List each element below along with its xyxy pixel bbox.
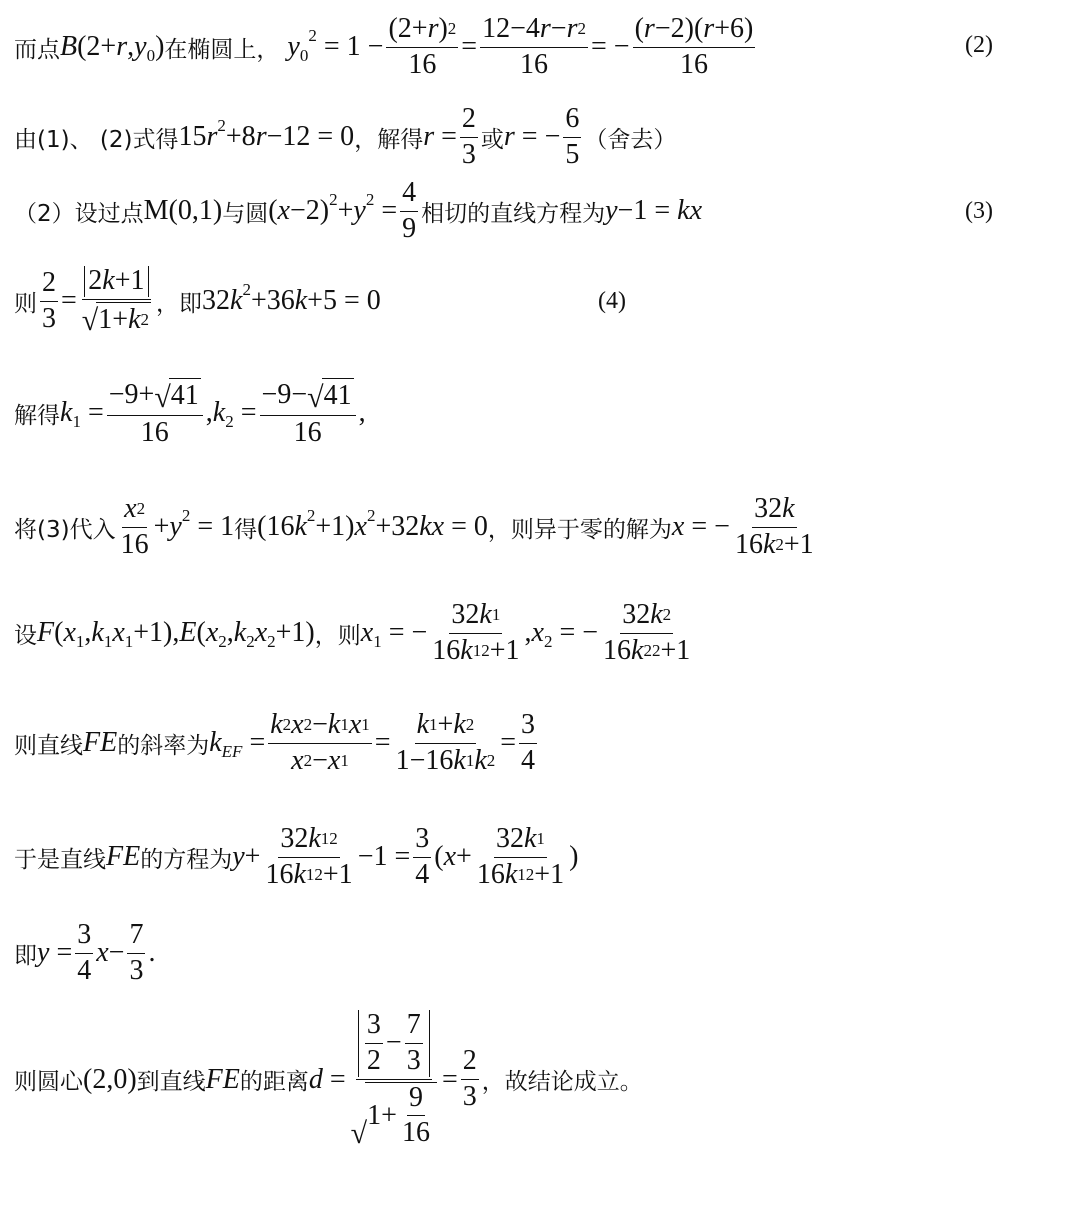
fraction: 32 k 1 16 k 1 2 +1 bbox=[476, 823, 565, 890]
fraction: −9− √ 41 16 bbox=[260, 378, 356, 448]
equation-tag: (2) bbox=[965, 32, 993, 58]
fraction: 32 k 1 16 k 1 2 +1 bbox=[432, 599, 520, 666]
text: ，解得 bbox=[354, 126, 424, 153]
fraction: $\frac{6}{5}$ bbox=[565, 103, 580, 170]
equation-tag: (3) bbox=[965, 198, 993, 224]
fraction: 32 k 1 2 16 k 1 2 +1 bbox=[265, 823, 353, 890]
text: 相切的直线方程为 bbox=[421, 200, 606, 227]
text: 设 bbox=[14, 622, 37, 649]
fraction: $\frac{7}{3}$ bbox=[129, 919, 144, 986]
fraction: 32 k 2 16 k 2 2 +1 bbox=[603, 599, 691, 666]
fraction: (2+ r ) 2 16 bbox=[388, 13, 457, 80]
fraction: $\frac{3}{4}$ bbox=[77, 919, 92, 986]
eq-line-9: 于是直线 FE 的方程为 y+ 32 k 1 2 16 k 1 2 +1 −1 = $\frac{3}{4}$ (x+ 32 k 1 16 k 1 2 +1 ) bbox=[14, 823, 579, 890]
math: $y_0^2 = 1$ − bbox=[287, 26, 384, 66]
text: 解得 bbox=[14, 402, 60, 429]
math: $15r^2+8r-12 = 0$ bbox=[178, 116, 355, 153]
fraction: $\frac{2}{3}$ bbox=[462, 1045, 477, 1113]
text: 的方程为 bbox=[140, 846, 233, 873]
fraction: 12−4 r − r 2 16 bbox=[482, 13, 586, 80]
text: , bbox=[358, 397, 366, 429]
text: 则圆心 bbox=[14, 1069, 83, 1096]
text: 而点 bbox=[14, 36, 60, 63]
text: 或 bbox=[480, 126, 504, 153]
text: ，故结论成立。 bbox=[481, 1069, 643, 1096]
fraction: $\frac{3}{4}$ bbox=[521, 709, 536, 776]
text: ，则异于零的解为 bbox=[487, 516, 672, 543]
eq-line-8: 则直线 FE 的斜率为 $k_{EF}$ = k 2 x 2 − k 1 x 1 x 2 − x 1 = k 1 + k 2 1−16 k 1 k 2 = $\frac{3}{4}$ bbox=[14, 709, 536, 776]
fraction: $\frac{3}{4}$ bbox=[415, 823, 430, 890]
text: 将(3)代入 bbox=[14, 516, 116, 543]
eq-line-6: 将(3)代入 x 2 16 $+y^2 = 1$ 得 $(16k^2+1)x^2+32kx = 0$ ，则异于零的解为 x = − 32 k 16 k 2 +1 bbox=[14, 493, 814, 560]
eq-line-11: 则圆心 (2,0) 到直线 FE 的距离 d = $\frac{3}{2}$ − $\frac{7}{3}$ √ 1+ $\frac{9}{16}$ = $\frac{2}{3}$ ，故结论成立。 bbox=[14, 1009, 643, 1151]
fraction: ( r −2)( r +6) 16 bbox=[634, 13, 754, 80]
eq-line-10: 即 y = $\frac{3}{4}$ x− $\frac{7}{3}$ . bbox=[14, 919, 156, 986]
fraction: 2 k +1 √ 1+ k 2 bbox=[81, 265, 149, 338]
eq-line-2: 由(1)、 (2)式得 $15r^2+8r-12 = 0$ ，解得 r = $\frac{2}{3}$ 或 r = − $\frac{6}{5}$ （舍去） bbox=[14, 103, 677, 170]
math: $B(2+r,y_0)$ bbox=[60, 31, 165, 66]
text: 则 bbox=[14, 290, 37, 317]
fraction: k 2 x 2 − k 1 x 1 x 2 − x 1 bbox=[270, 709, 370, 776]
fraction: $\frac{2}{3}$ bbox=[461, 103, 476, 170]
text: . bbox=[148, 937, 156, 969]
eq-line-4: 则 $\frac{2}{3}$ = 2 k +1 √ 1+ k 2 ，即 $32k^2+36k+5 = 0$ bbox=[14, 265, 381, 338]
eq-line-7: 设 $F(x_1,k_1x_1+1),E(x_2,k_2x_2+1)$ ，则 $x_1$ = − 32 k 1 16 k 1 2 +1 $,x_2$ = − 32 k 2 16 k 2 2 +1 bbox=[14, 599, 691, 666]
text: （2）设过点 bbox=[14, 200, 144, 227]
fraction: 32 k 16 k 2 +1 bbox=[734, 493, 814, 560]
eq-line-1: 而点 $B(2+r,y_0)$ 在椭圆上， $y_0^2 = 1$ − (2+ r ) 2 16 = 12−4 r − r 2 16 = − ( r −2)( r +6) 16 bbox=[14, 13, 754, 80]
text: 得 bbox=[234, 516, 258, 543]
eq-line-3: （2）设过点 M(0,1) 与圆 $(x-2)^2+y^2$ = $\frac{4}{9}$ 相切的直线方程为 y−1 = kx bbox=[14, 177, 702, 244]
eq-line-5: 解得 $k_1$ = −9+ √ 41 16 $,k_2$ = −9− √ 41 16 , bbox=[14, 378, 366, 448]
fraction: k 1 + k 2 1−16 k 1 k 2 bbox=[395, 709, 496, 776]
fraction: $\frac{4}{9}$ bbox=[402, 177, 417, 244]
text: 由(1)、 (2)式得 bbox=[14, 126, 179, 153]
text: 到直线 bbox=[136, 1069, 206, 1096]
text: 即 bbox=[14, 942, 37, 969]
equation-tag: (4) bbox=[598, 288, 626, 314]
text: 则直线 bbox=[14, 732, 83, 759]
text: 于是直线 bbox=[14, 846, 106, 873]
text: 的距离 bbox=[239, 1069, 309, 1096]
text: ，即 bbox=[156, 290, 202, 317]
text: （舍去） bbox=[584, 126, 677, 153]
fraction: x 2 16 bbox=[120, 493, 149, 560]
text: 与圆 bbox=[222, 200, 269, 227]
fraction: $\frac{3}{2}$ − $\frac{7}{3}$ √ 1+ $\frac{9}{16}$ bbox=[349, 1010, 439, 1149]
fraction: $\frac{2}{3}$ bbox=[42, 266, 56, 334]
text: ，则 bbox=[314, 622, 361, 649]
fraction: −9+ √ 41 16 bbox=[107, 378, 203, 448]
text: 在椭圆上， bbox=[164, 36, 280, 63]
text: 的斜率为 bbox=[117, 732, 210, 759]
point-label: M(0,1) bbox=[143, 195, 223, 227]
